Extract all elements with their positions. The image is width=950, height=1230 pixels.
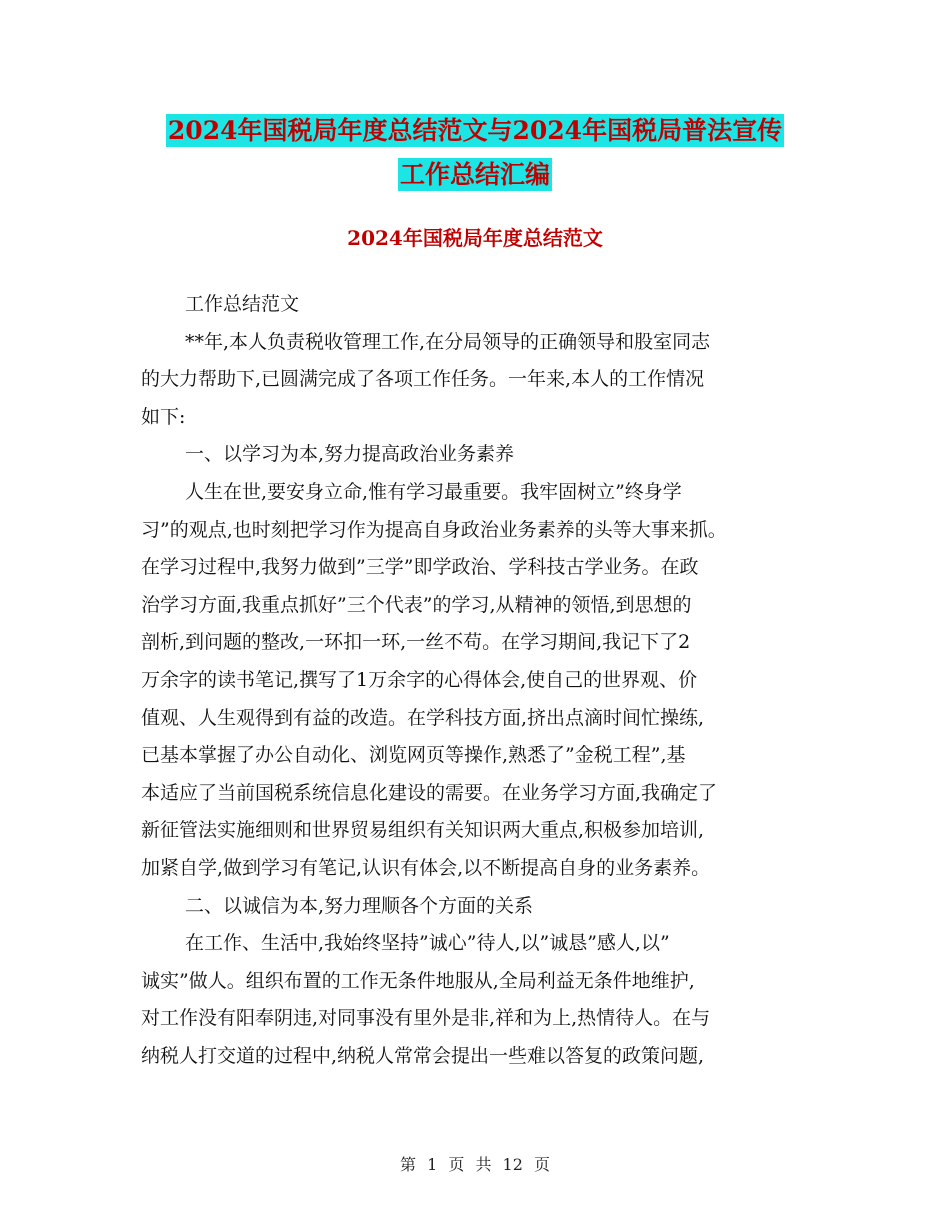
body-line: 新征管法实施细则和世界贸易组织有关知识两大重点,积极参加培训,	[141, 819, 705, 842]
body-line: 万余字的读书笔记,撰写了1万余字的心得体会,使自己的世界观、价	[141, 668, 698, 691]
body-line: **年,本人负责税收管理工作,在分局领导的正确领导和股室同志	[185, 330, 711, 353]
section-title: 2024年国税局年度总结范文	[347, 226, 603, 250]
body-line: 纳税人打交道的过程中,纳税人常常会提出一些难以答复的政策问题,	[141, 1044, 705, 1067]
body-line: 二、以诚信为本,努力理顺各个方面的关系	[185, 894, 534, 917]
body-line: 加紧自学,做到学习有笔记,认识有体会,以不断提高自身的业务素养。	[141, 856, 711, 879]
title-highlight-1: 2024年国税局年度总结范文与2024年国税局普法宣传	[167, 116, 783, 145]
document-title-line-1	[120, 108, 830, 154]
body-line: 剖析,到问题的整改,一环扣一环,一丝不苟。在学习期间,我记下了2	[141, 631, 691, 654]
body-line: 本适应了当前国税系统信息化建设的需要。在业务学习方面,我确定了	[141, 781, 718, 804]
body-line: 在学习过程中,我努力做到”三学”即学政治、学科技古学业务。在政	[141, 556, 699, 579]
body-line: 值观、人生观得到有益的改造。在学科技方面,挤出点滴时间忙操练,	[141, 706, 705, 729]
body-text	[141, 286, 811, 1075]
title-highlight-2: 工作总结汇编	[399, 160, 550, 189]
body-line: 对工作没有阳奉阴违,对同事没有里外是非,祥和为上,热情待人。在与	[141, 1007, 711, 1030]
document-title-line-2	[120, 152, 830, 198]
body-line: 工作总结范文	[185, 293, 300, 315]
body-line: 治学习方面,我重点抓好”三个代表”的学习,从精神的领悟,到思想的	[141, 593, 692, 616]
body-line: 如下:	[141, 405, 186, 428]
body-line: 人生在世,要安身立命,惟有学习最重要。我牢固树立”终身学	[185, 480, 682, 503]
body-line: 一、以学习为本,努力提高政治业务素养	[185, 443, 515, 466]
body-line: 已基本掌握了办公自动化、浏览网页等操作,熟悉了”金税工程”,基	[141, 744, 686, 767]
page-footer: 第 1 页 共 12 页	[400, 1155, 550, 1174]
body-line: 诚实”做人。组织布置的工作无条件地服从,全局利益无条件地维护,	[141, 969, 695, 992]
body-line: 的大力帮助下,已圆满完成了各项工作任务。一年来,本人的工作情况	[141, 368, 705, 391]
body-line: 在工作、生活中,我始终坚持”诚心”待人,以”诚恳”感人,以”	[185, 932, 670, 955]
body-line: 习”的观点,也时刻把学习作为提高自身政治业务素养的头等大事来抓。	[141, 518, 727, 541]
